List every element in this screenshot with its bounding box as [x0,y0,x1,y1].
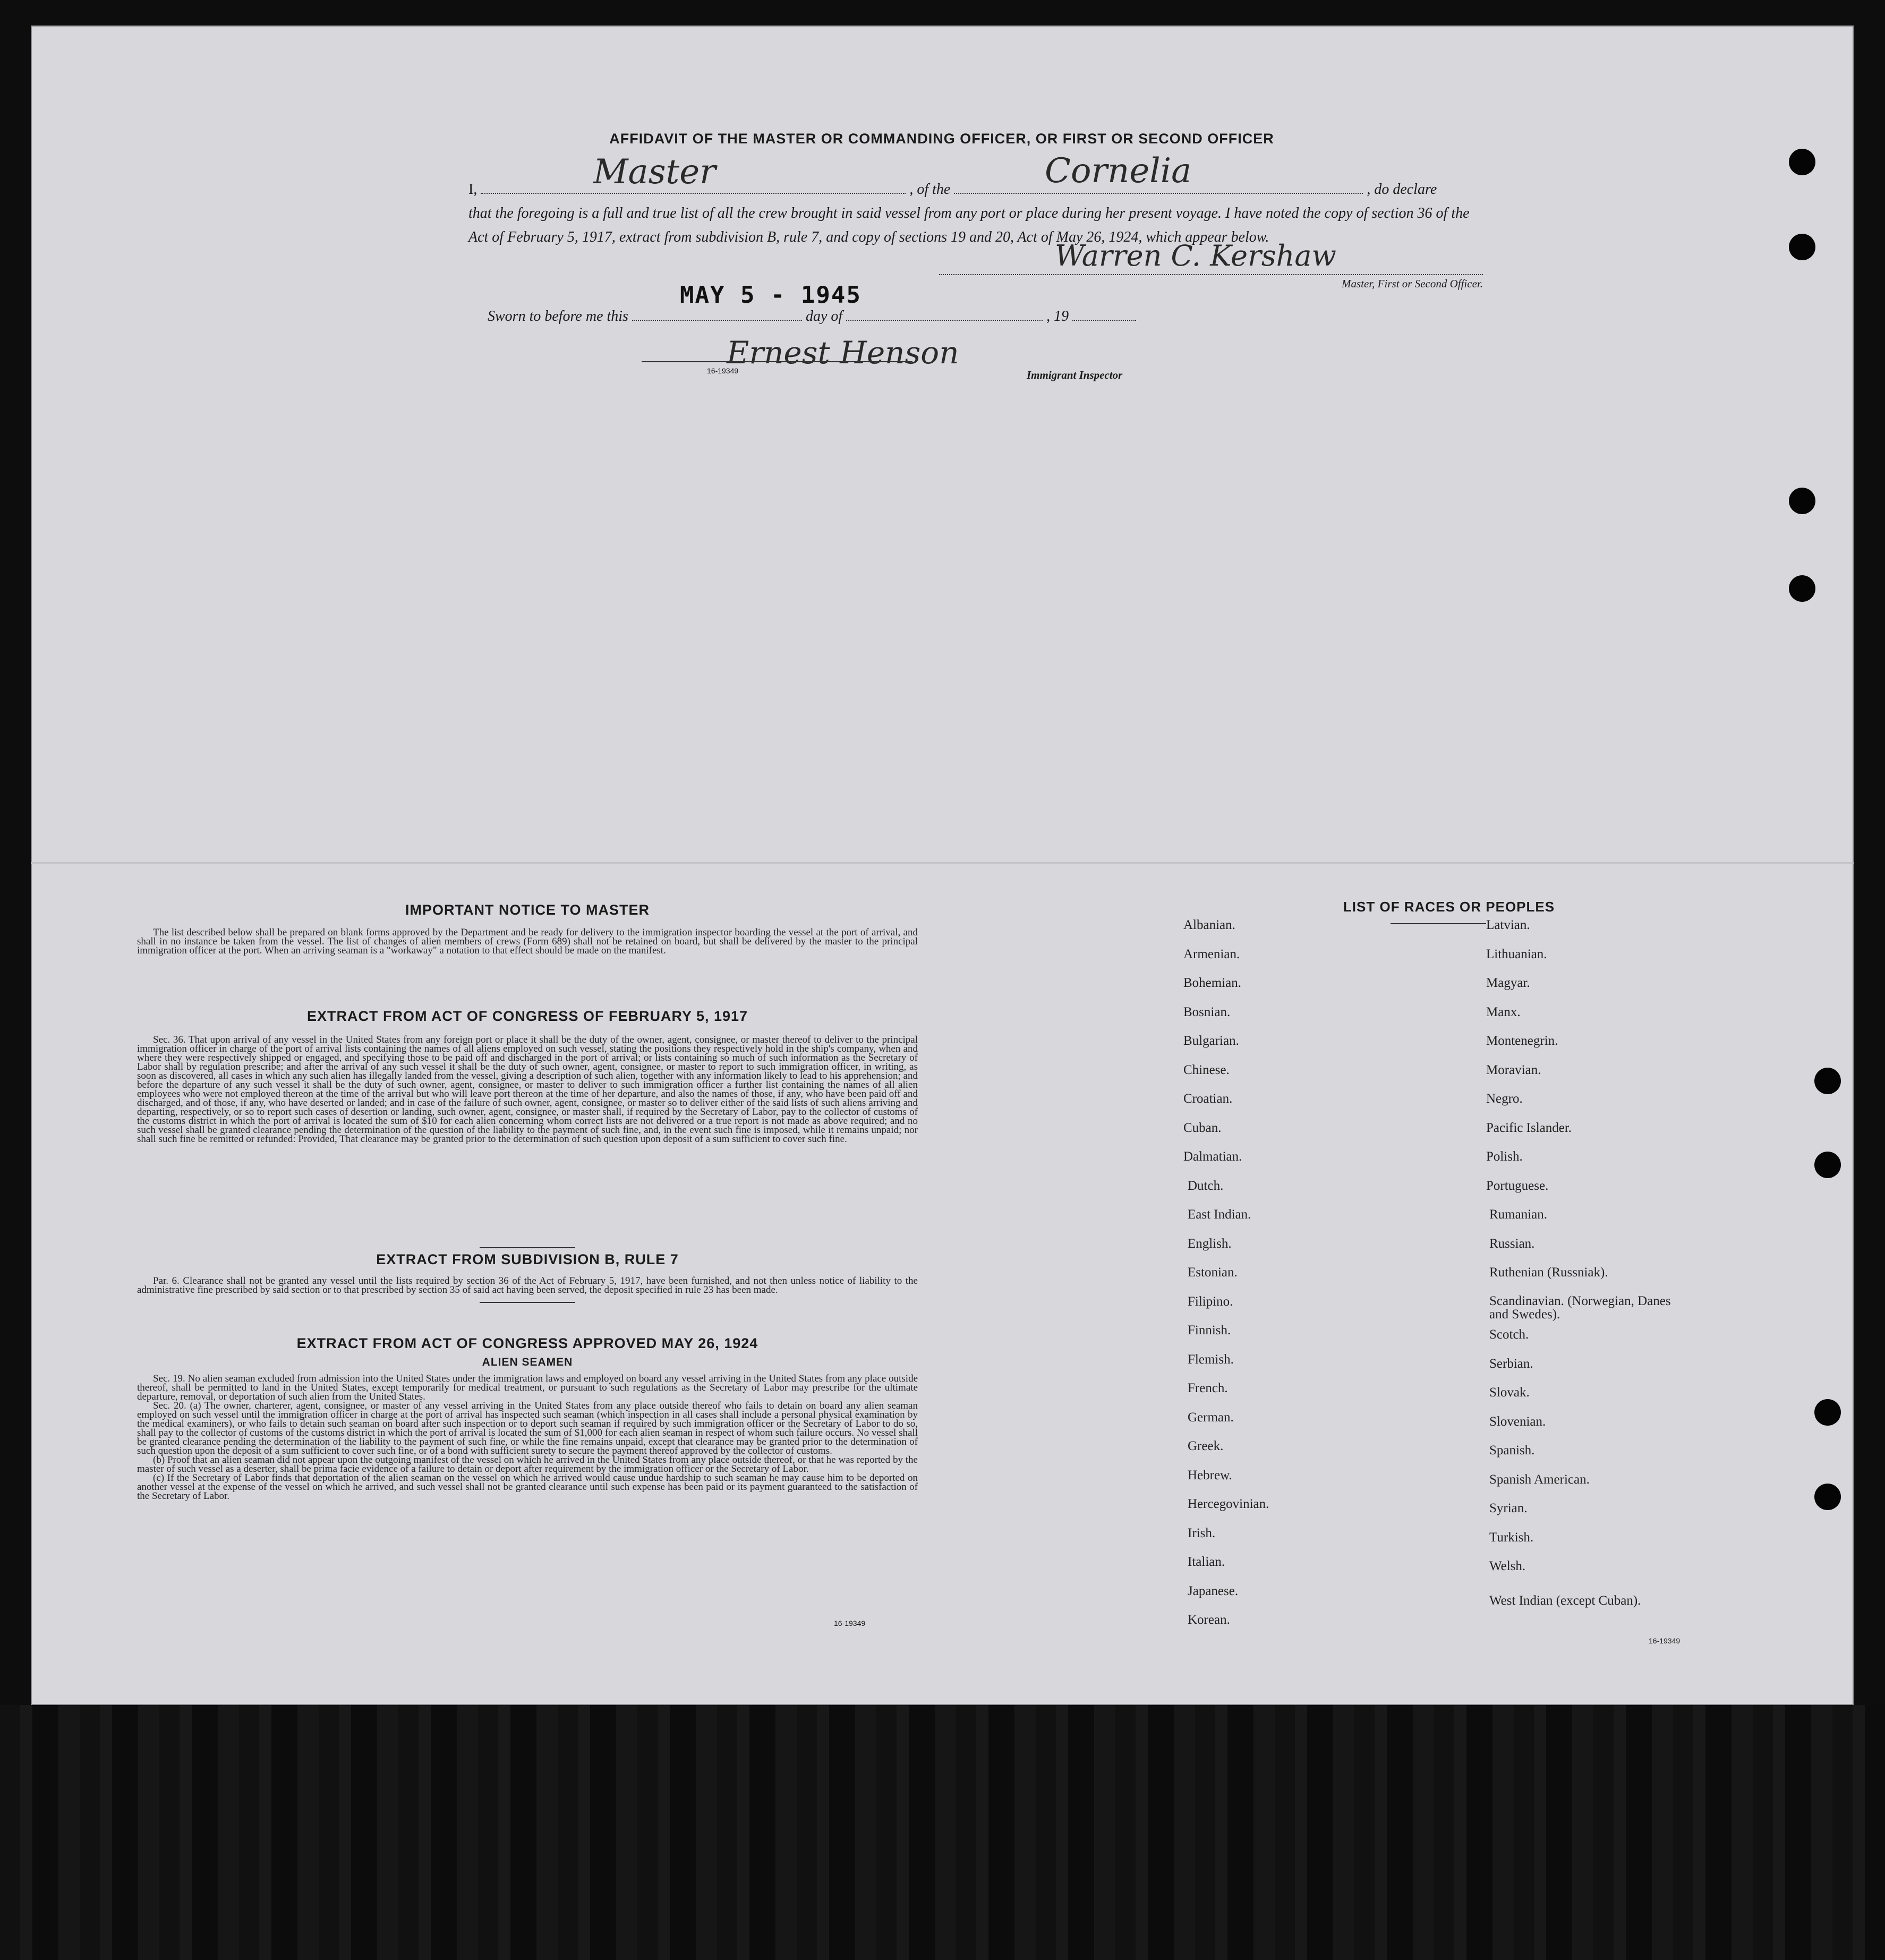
notice-form-number: 16-19349 [834,1619,866,1627]
year-prefix: , 19 [1046,308,1069,325]
race-item: Slovak. [1489,1385,1530,1400]
race-item: French. [1188,1381,1228,1395]
extract-rule7-text: Par. 6. Clearance shall not be granted any vessel until the lists required by section 36 of the Act of February 5, 1917, have been furnished, and not then unless notice of liability to the administrative fine prescribed by said section or to that prescribed by section 35 of said act having been served, the deposit specified in rule 23 has been made. [137,1275,918,1296]
race-item: Dalmatian. [1183,1149,1242,1164]
race-item: English. [1188,1236,1232,1251]
scanner-background [0,1705,1885,1960]
race-item: Russian. [1489,1236,1535,1251]
extract-1917-section [137,1008,918,1144]
extract-1917-text: Sec. 36. That upon arrival of any vessel in the United States from any foreign port or place it shall be the duty of the owner, agent, consignee, or master thereof to deliver to the principal immigration officer in charge of the port of arrival lists containing the names of all aliens employed on such vessel, stating the positions they respectively hold in the ship's company, when and where they were respectively shipped or engaged, and specifying those to be paid off and discharged in the port of arrival; or lists containing so much of such information as the Secretary of Labor shall by regulation prescribe; and after the arrival of any such vessel it shall be the duty of such owner, agent, consignee, or master to report to such immigration officer, in writing, as soon as discovered, all cases in which any such alien has illegally landed from the vessel, giving a description of such alien, together with any information likely to lead to his apprehension; and before the departure of any such vessel it shall be the duty of such owner, agent, consignee, or master to deliver to such immigration officer a further list containing the names of all alien employees who were not employed thereon at the time of the arrival but who will leave port thereon at the time of her departure, and also the names of those, if any, who have been paid off and discharged, and of those, if any, who have deserted or landed; and in case of the failure of such owner, agent, consignee, or master so to deliver either of the said lists of such aliens arriving and departing, respectively, or so to report such cases of desertion or landing, such owner, agent, consignee, or master shall, if required by the Secretary of Labor, pay to the collector of customs of the customs district in which the port of arrival is located the sum of $10 for each alien concerning whom correct lists are not delivered or a true report is not made as above required; and no such vessel shall be granted clearance pending the determination of the question of the liability to the payment of such fine, and, in the event such fine is imposed, while it remains unpaid; nor shall such fine be remitted or refunded: Provided, That clearance may be granted prior to the determination of such question upon deposit of a sum sufficient to cover such fine. [137,1034,918,1145]
race-item: Irish. [1188,1526,1216,1540]
extract-rule7-section [137,1247,918,1303]
sec-19-text: Sec. 19. No alien seaman excluded from admission into the United States under the immigration laws and employed on board any vessel arriving in the United States from any place outside thereof, shall be permitted to land in the United States, except temporarily for medical treatment, or pursuant to such regulations as the Secretary of Labor may prescribe for the ultimate departure, removal, or deportation of such alien from the United States. [137,1373,918,1402]
race-item: Bosnian. [1183,1004,1231,1019]
race-item: Japanese. [1188,1583,1239,1598]
race-item: Hercegovinian. [1188,1497,1269,1511]
notice-title: IMPORTANT NOTICE TO MASTER [405,902,650,918]
race-item: Estonian. [1188,1265,1238,1280]
punch-hole [1814,1399,1841,1426]
race-item: Lithuanian. [1486,947,1547,961]
race-item: Albanian. [1183,918,1235,932]
race-item: Korean. [1188,1613,1230,1627]
race-item: Portuguese. [1486,1178,1549,1193]
race-item: Rumanian. [1489,1207,1548,1222]
section-divider [480,1302,575,1303]
races-form-number: 16-19349 [1649,1637,1681,1645]
race-item: Moravian. [1486,1062,1541,1077]
race-item: Slovenian. [1489,1414,1546,1429]
extract-1917-title: EXTRACT FROM ACT OF CONGRESS OF FEBRUARY 5, 1917 [306,1008,748,1024]
extract-1924-subtitle: ALIEN SEAMEN [482,1356,573,1368]
race-item: Armenian. [1183,947,1240,961]
race-item: Scandinavian. (Norwegian, Danes and Swedes). [1489,1293,1671,1322]
race-item: Latvian. [1486,918,1530,932]
sec-20a-text: Sec. 20. (a) The owner, charterer, agent, consignee, or master of any vessel arriving in the United States from any place outside thereof who fails to detain on board any alien seaman employed on such vessel until the immigration officer in charge at the port of arrival has inspected such seaman (which inspection in all cases shall include a personal physical examination by the medical examiners), or who fails to detain such seaman on board after such inspection or to deport such seaman if required by such immigration officer or the Secretary of Labor to do so, shall pay to the collector of customs of the customs district in which the port of arrival is located the sum of $1,000 for each alien seaman in respect of whom such failure occurs. No vessel shall be granted clearance pending the determination of the liability to the payment of such fine, or while the fine remains unpaid, except that clearance may be granted prior to the determination of such question upon the deposit of a sum sufficient to cover such fine, or of a bond with sufficient surety to secure the payment thereof approved by the collector of customs. [137,1400,918,1456]
race-item: Pacific Islander. [1486,1120,1572,1135]
notice-section [137,902,918,955]
race-item: Flemish. [1188,1352,1234,1367]
punch-hole [1814,1152,1841,1178]
race-item: East Indian. [1188,1207,1251,1222]
sworn-prefix: Sworn to before me this [488,308,628,325]
race-item: West Indian (except Cuban). [1489,1593,1641,1608]
of-the-text: , of the [909,181,951,198]
race-item: Turkish. [1489,1530,1534,1545]
sec-20c-text: (c) If the Secretary of Labor finds that deportation of the alien seaman on the vessel on which he arrived would cause undue hardship to such seaman he may cause him to be deported on another vessel at the expense of the vessel on which he arrived, and such vessel shall not be granted clearance until such expense has been paid or its payment guaranteed to the satisfaction of the Secretary of Labor. [137,1472,918,1502]
affidavit-title: AFFIDAVIT OF THE MASTER OR COMMANDING OFFICER, OR FIRST OR SECOND OFFICER [609,131,1274,147]
race-item: Magyar. [1486,976,1530,990]
date-stamp: MAY 5 - 1945 [680,282,862,309]
punch-hole [1814,1484,1841,1510]
punch-hole [1789,234,1815,260]
race-item: German. [1188,1410,1234,1425]
extract-1924-section [137,1335,918,1501]
fold-line [31,862,1854,864]
race-item: Spanish American. [1489,1472,1590,1487]
race-item: Spanish. [1489,1443,1535,1458]
punch-hole [1789,149,1815,175]
declaration-text: that the foregoing is a full and true list of all the crew brought in said vessel from any port or place during her present voyage. I have noted the copy of section 36 of the Act of February 5, 1917, extract from subdivision B, rule 7, and copy of sections 19 and 20, Act of May 26, 1924, which appear below. [468,205,1470,245]
races-title: LIST OF RACES OR PEOPLES [1343,899,1555,915]
inspector-caption: Immigrant Inspector [1027,369,1123,381]
race-item: Polish. [1486,1149,1523,1164]
race-item: Chinese. [1183,1062,1230,1077]
punch-hole [1789,488,1815,514]
race-item: Syrian. [1489,1501,1528,1515]
day-of-text: day of [805,308,843,325]
master-signature: Warren C. Kershaw [1055,239,1336,272]
punch-hole [1814,1068,1841,1094]
race-item: Montenegrin. [1486,1034,1558,1048]
master-signature-block [939,239,1483,291]
race-item: Serbian. [1489,1356,1533,1371]
sec-20b-text: (b) Proof that an alien seaman did not appear upon the outgoing manifest of the vessel on which he arrived in the United States from any place outside thereof, or that he was reported by the master of such vessel as a deserter, shall be prima facie evidence of a failure to detain or deport after requirement by the immigration officer or the Secretary of Labor. [137,1454,918,1475]
do-declare-text: , do declare [1367,181,1437,198]
master-handwritten: Master [593,152,716,192]
race-item: Hebrew. [1188,1468,1232,1482]
inspector-signature-line [642,361,912,362]
race-item: Negro. [1486,1092,1523,1106]
race-item: Bohemian. [1183,976,1242,990]
vessel-handwritten: Cornelia [1045,151,1192,191]
race-item: Greek. [1188,1439,1224,1453]
race-item: Finnish. [1188,1323,1231,1337]
notice-text: The list described below shall be prepared on blank forms approved by the Department and be ready for delivery to the immigration inspector boarding the vessel at the port of arrival, and shall in no instance be taken from the vessel. The list of changes of alien members of crews (Form 689) shall not be retained on board, but shall be delivered by the master to the principal immigration officer at the port. When an arriving seaman is a "workaway" a notation to that effect should be made on the manifest. [137,927,918,956]
manifest-sheet [31,25,1854,1705]
section-divider [480,1247,575,1248]
extract-rule7-title: EXTRACT FROM SUBDIVISION B, RULE 7 [376,1251,679,1267]
race-item: Welsh. [1489,1559,1526,1573]
race-item: Cuban. [1183,1120,1222,1135]
inspector-form-number: 16-19349 [707,367,739,375]
inspector-signature: Ernest Henson [727,335,959,371]
punch-hole [1789,575,1815,602]
affidavit-body [468,151,1483,249]
race-item: Italian. [1188,1555,1225,1569]
race-item: Manx. [1486,1004,1521,1019]
race-item: Dutch. [1188,1178,1224,1193]
race-item: Croatian. [1183,1092,1233,1106]
race-item: Filipino. [1188,1294,1233,1309]
sworn-line [488,308,1136,325]
extract-1924-title: EXTRACT FROM ACT OF CONGRESS APPROVED MAY 26, 1924 [296,1335,758,1351]
i-prefix: I, [468,181,477,198]
master-signature-caption: Master, First or Second Officer. [1342,277,1483,290]
race-item: Ruthenian (Russniak). [1489,1265,1608,1280]
race-item: Scotch. [1489,1327,1529,1342]
race-item: Bulgarian. [1183,1034,1239,1048]
races-title-rule [1391,923,1486,924]
